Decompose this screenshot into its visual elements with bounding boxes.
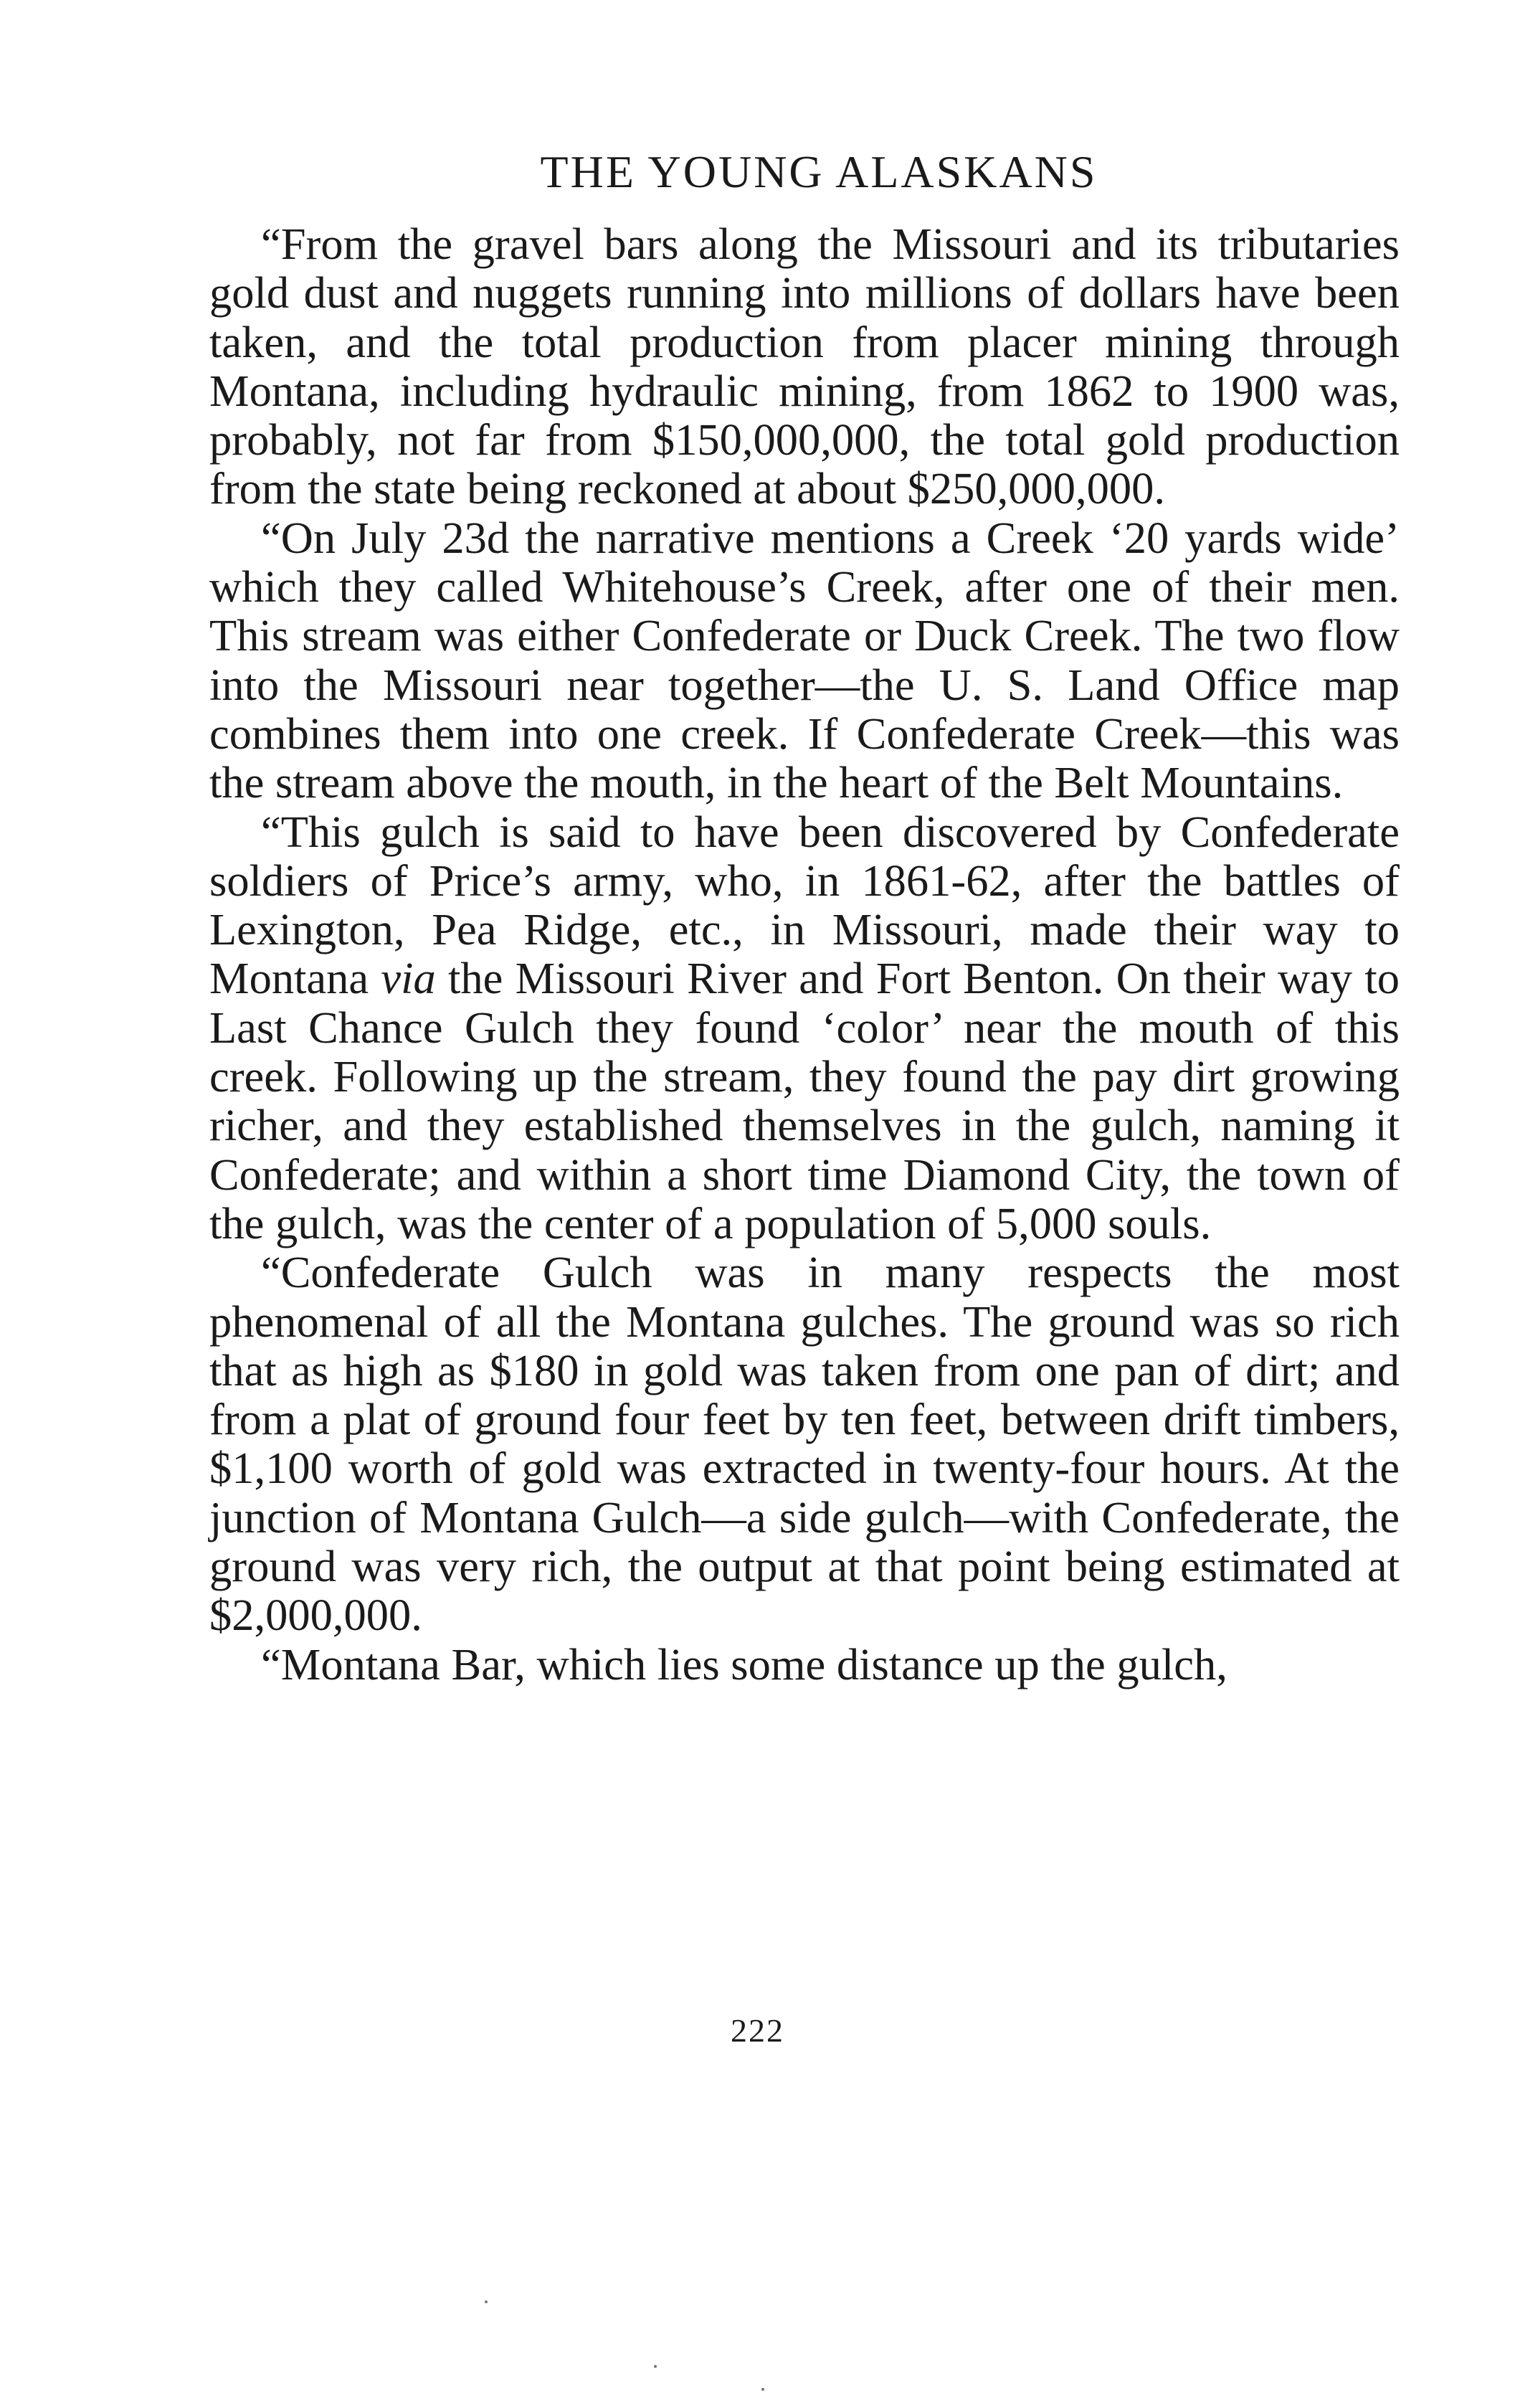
italic-word: via [381,953,436,1004]
paper-speck [654,2365,657,2368]
running-head: THE YOUNG ALASKANS [540,146,1098,197]
paragraph-montana-bar: “Montana Bar, which lies some distance up the gulch, [261,1639,1227,1689]
paragraph-whitehouse-creek: “On July 23d the narrative mentions a Creek ‘20 yards wide’ which they called Whitehouse’s Creek, after one of their men. This stream was either Confederate or Duck Creek. The two flow into the Missouri near together—the U. S. Land Office map combines them into one creek. If Confederate Creek—this was the stream above the mouth, in the heart of the Belt Mountains. [209,512,1400,808]
paragraph-confederate-gulch: “Confederate Gulch was in many respects the most phenomenal of all the Montana gulches. The ground was so rich that as high as $180 in gold was taken from one pan of dirt; and from a plat of ground four feet by ten feet, between drift timbers, $1,100 worth of gold was extracted in twenty-four hours. At the junction of Montana Gulch—a side gulch—with Confederate, the ground was very rich, the output at that point being estimated at $2,000,000. [209,1247,1400,1641]
paragraph-gulch-discovery [209,807,1400,1248]
paper-speck [485,2300,488,2303]
paragraph-text: “This gulch is said to have been discovered by Confederate soldiers of Price’s army, who, in 1861-62, after the battles of Lexington, Pea Ridge, etc., in Missouri, made their way to Montana [209,806,1400,1004]
page-number: 222 [731,2012,784,2049]
paragraph-gold-production: “From the gravel bars along the Missouri and its tributaries gold dust and nuggets running into millions of dollars have been taken, and the total production from placer mining through Montana, including hydraulic mining, from 1862 to 1900 was, probably, not far from $150,000,000, the total gold production from the state being reckoned at about $250,000,000. [209,219,1400,514]
book-page [209,143,1400,1689]
paragraph-text: the Missouri River and Fort Benton. On their way to Last Chance Gulch they found ‘color’ near the mouth of this creek. Following up the stream, they found the pay dirt growing richer, and they established themselves in the gulch, naming it Confederate; and within a short time Diamond City, the town of the gulch, was the center of a population of 5,000 souls. [209,953,1400,1248]
paper-speck [761,2388,764,2391]
